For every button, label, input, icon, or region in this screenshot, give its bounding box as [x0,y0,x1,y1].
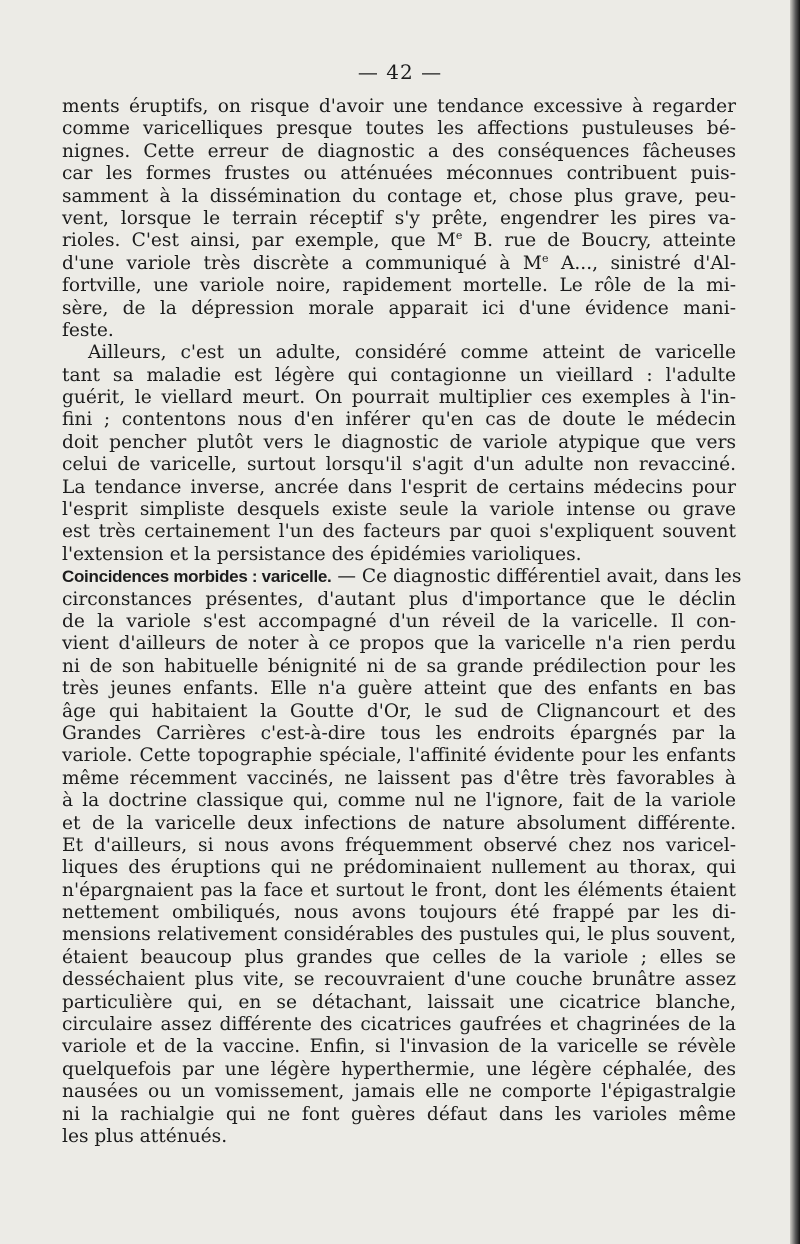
text-line: ni de son habituelle bénignité ni de sa grande prédilection pour les [62,655,736,677]
text-line: vent, lorsque le terrain réceptif s'y prête, engendrer les pires va- [62,207,736,229]
text-line: ments éruptifs, on risque d'avoir une tendance excessive à regarder [62,96,736,117]
text-line: Grandes Carrières c'est-à-dire tous les endroits épargnés par la [62,722,736,744]
text-line [62,253,736,275]
text-line: nignes. Cette erreur de diagnostic a des conséquences fâcheuses [62,140,736,162]
text-line: ni la rachialgie qui ne font guères défaut dans les varioles même [62,1103,736,1125]
text-line: fini ; contentons nous d'en inférer qu'en cas de doute le médecin [62,409,736,431]
text-line: très jeunes enfants. Elle n'a guère atteint que des enfants en bas [62,678,736,700]
page-edge-shadow [790,0,800,1244]
text-fragment: d'une variole très discrète a communiqué à M [62,252,542,274]
text-line: nausées ou un vomissement, jamais elle ne comporte l'épigastralgie [62,1081,736,1103]
section-heading: Coincidences morbides : varicelle. [62,567,332,587]
text-line: variole. Cette topographie spéciale, l'affinité évidente pour les enfants [62,745,736,767]
text-line: desséchaient plus vite, se recouvraient d'une couche brunâtre assez [62,969,736,991]
text-fragment: A..., sinistré d'Al- [548,252,736,274]
superscript: e [455,229,463,243]
text-fragment: Ce diagnostic différentiel avait, dans les [361,566,742,588]
text-line [62,566,742,588]
text-line: tant sa maladie est légère qui contagionne un vieillard : l'adulte [62,364,736,386]
body-text [62,96,742,1148]
text-line: sère, de la dépression morale apparait ici d'une évidence mani- [62,297,736,319]
text-line: feste. [62,319,114,341]
text-line: guérit, le viellard meurt. On pourrait multiplier ces exemples à l'in- [62,387,736,409]
text-line: circulaire assez différente des cicatrices gaufrées et chagrinées de la [62,1014,736,1036]
text-line: et de la varicelle deux infections de nature absolument différente. [62,812,736,834]
text-line [62,230,736,252]
text-line: même récemment vaccinés, ne laissent pas d'être très favorables à [62,767,736,789]
text-fragment: B. rue de Boucry, atteinte [462,230,736,252]
text-line: particulière qui, en se détachant, laissait une cicatrice blanche, [62,991,736,1013]
text-line: nettement ombiliqués, nous avons toujours été frappé par les di- [62,902,736,924]
text-line: n'épargnaient pas la face et surtout le front, dont les éléments étaient [62,879,736,901]
text-line: car les formes frustes ou atténuées méconnues contribuent puis- [62,163,736,185]
text-line: à la doctrine classique qui, comme nul ne l'ignore, fait de la variole [62,790,736,812]
text-line: circonstances présentes, d'autant plus d'importance que le déclin [62,588,736,610]
superscript: e [541,251,549,265]
text-line: de la variole s'est accompagné d'un réveil de la varicelle. Il con- [62,610,736,632]
text-line: est très certainement l'un des facteurs par quoi s'expliquent souvent [62,521,736,543]
text-line: étaient beaucoup plus grandes que celles de la variole ; elles se [62,946,736,968]
text-line: l'esprit simpliste desquels existe seule la variole intense ou grave [62,499,736,521]
text-line: samment à la dissémination du contage et, chose plus grave, peu- [62,185,736,207]
text-line: les plus atténués. [62,1125,228,1147]
text-line: celui de varicelle, surtout lorsqu'il s'agit d'un adulte non revacciné. [62,454,736,476]
text-line: Et d'ailleurs, si nous avons fréquemment observé chez nos varicel- [62,834,736,856]
text-line: variole et de la vaccine. Enfin, si l'invasion de la varicelle se révèle [62,1036,736,1058]
text-line: liques des éruptions qui ne prédominaient nullement au thorax, qui [62,857,736,879]
text-line: quelquefois par une légère hyperthermie, une légère céphalée, des [62,1058,736,1080]
text-line: La tendance inverse, ancrée dans l'esprit de certains médecins pour [62,476,736,498]
text-line: comme varicelliques presque toutes les affections pustuleuses bé- [62,118,736,140]
text-line: vient d'ailleurs de noter à ce propos que la varicelle n'a rien perdu [62,633,736,655]
text-line: mensions relativement considérables des pustules qui, le plus souvent, [62,924,736,946]
text-line: Ailleurs, c'est un adulte, considéré comme atteint de varicelle [88,342,736,364]
text-fragment: rioles. C'est ainsi, par exemple, que M [62,230,456,252]
text-line: fortville, une variole noire, rapidement mortelle. Le rôle de la mi- [62,275,736,297]
text-line: doit pencher plutôt vers le diagnostic de variole atypique que vers [62,431,736,453]
text-line: l'extension et la persistance des épidémies varioliques. [62,543,582,565]
page-number: — 42 — [357,60,443,84]
section-dash: — [331,566,362,588]
text-line: âge qui habitaient la Goutte d'Or, le sud de Clignancourt et des [62,700,736,722]
